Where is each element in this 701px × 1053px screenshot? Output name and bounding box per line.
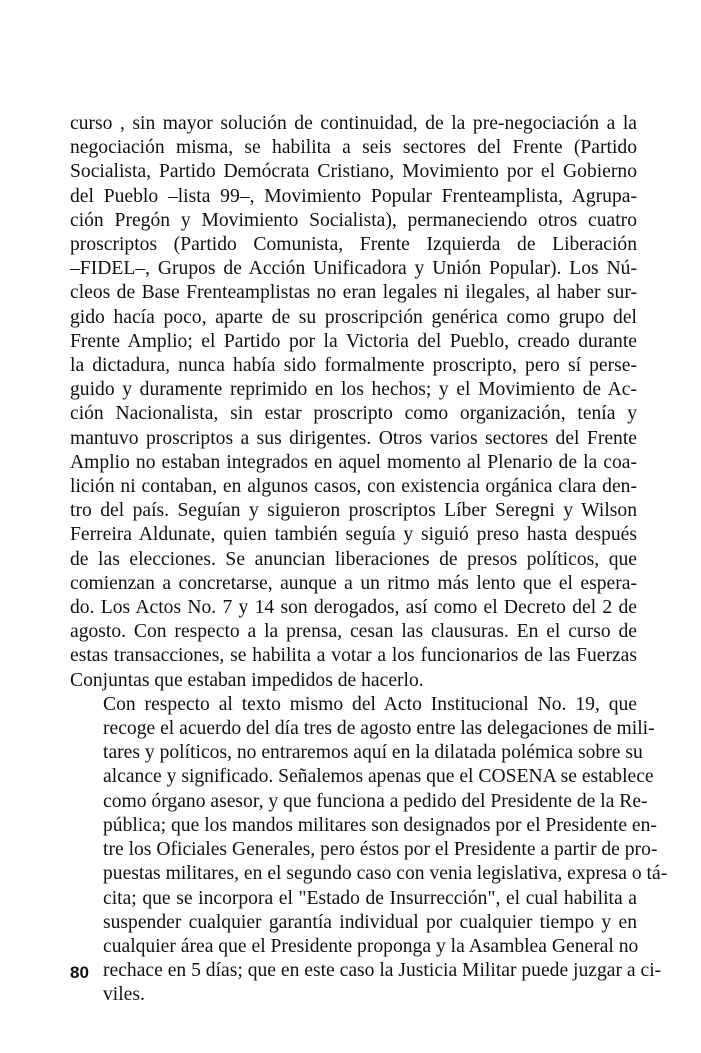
text-line: Frente Amplio; el Partido por la Victoria del Pueblo, creado durante — [70, 330, 637, 352]
text-line: mantuvo proscriptos a sus dirigentes. Otros varios sectores del Frente — [70, 427, 637, 449]
paragraph-1 — [70, 112, 637, 693]
text-line: tre los Oficiales Generales, pero éstos por el Presidente a partir de pro- — [103, 839, 658, 861]
text-line: tares y políticos, no entraremos aquí en la dilatada polémica sobre su — [103, 742, 643, 764]
text-line: alcance y significado. Señalemos apenas que el COSENA se establece — [103, 766, 654, 788]
text-line: comienzan a concretarse, aunque a un ritmo más lento que el espera- — [70, 572, 637, 594]
text-line: Ferreira Aldunate, quien también seguía y siguió preso hasta después — [70, 524, 637, 546]
text-line: ción Pregón y Movimiento Socialista), permaneciendo otros cuatro — [70, 209, 637, 231]
text-line: Conjuntas que estaban impedidos de hacerlo. — [70, 669, 424, 691]
text-line: negociación misma, se habilita a seis sectores del Frente (Partido — [70, 137, 637, 159]
text-line: gido hacía poco, aparte de su proscripción genérica como grupo del — [70, 306, 637, 328]
text-line: proscriptos (Partido Comunista, Frente Izquierda de Liberación — [70, 234, 637, 256]
text-line: como órgano asesor, y que funciona a pedido del Presidente de la Re- — [103, 790, 648, 812]
text-line: del Pueblo –lista 99–, Movimiento Popular Frenteamplista, Agrupa- — [70, 185, 637, 207]
text-line: puestas militares, en el segundo caso con venia legislativa, expresa o tá- — [103, 863, 668, 885]
text-line: cita; que se incorpora el "Estado de Insurrección", el cual habilita a — [103, 887, 637, 909]
text-line: ción Nacionalista, sin estar proscripto como organización, tenía y — [70, 403, 637, 425]
text-line: estas transacciones, se habilita a votar a los funcionarios de las Fuerzas — [70, 645, 637, 667]
text-line: suspender cualquier garantía individual por cualquier tiempo y en — [103, 911, 637, 933]
text-line: do. Los Actos No. 7 y 14 son derogados, así como el Decreto del 2 de — [70, 597, 637, 619]
text-line: rechace en 5 días; que en este caso la Justicia Militar puede juzgar a ci- — [103, 960, 662, 982]
text-line: Amplio no estaban integrados en aquel momento al Plenario de la coa- — [70, 451, 637, 473]
text-line: de las elecciones. Se anuncian liberaciones de presos políticos, que — [70, 548, 637, 570]
text-line: agosto. Con respecto a la prensa, cesan las clausuras. En el curso de — [70, 621, 637, 643]
text-line: guido y duramente reprimido en los hechos; y el Movimiento de Ac- — [70, 379, 637, 401]
text-line: Con respecto al texto mismo del Acto Institucional No. 19, que — [103, 693, 637, 715]
text-line: lición ni contaban, en algunos casos, con existencia orgánica clara den- — [70, 476, 637, 498]
text-line: cleos de Base Frenteamplistas no eran legales ni ilegales, al haber sur- — [70, 282, 637, 304]
text-line: Socialista, Partido Demócrata Cristiano, Movimiento por el Gobierno — [70, 161, 637, 183]
text-line: la dictadura, nunca había sido formalmente proscripto, pero sí perse- — [70, 355, 637, 377]
text-line: recoge el acuerdo del día tres de agosto entre las delegaciones de mili- — [103, 718, 655, 740]
text-line: –FIDEL–, Grupos de Acción Unificadora y Unión Popular). Los Nú- — [70, 258, 637, 280]
text-line: viles. — [103, 984, 145, 1006]
text-line: tro del país. Seguían y siguieron proscriptos Líber Seregni y Wilson — [70, 500, 637, 522]
text-line: cualquier área que el Presidente proponga y la Asamblea General no — [103, 935, 639, 957]
text-line: curso , sin mayor solución de continuidad, de la pre-negociación a la — [70, 113, 637, 134]
page-body — [70, 112, 668, 1008]
paragraph-2 — [70, 693, 668, 1008]
text-line: pública; que los mandos militares son designados por el Presidente en- — [103, 814, 657, 836]
page-number: 80 — [70, 963, 89, 982]
